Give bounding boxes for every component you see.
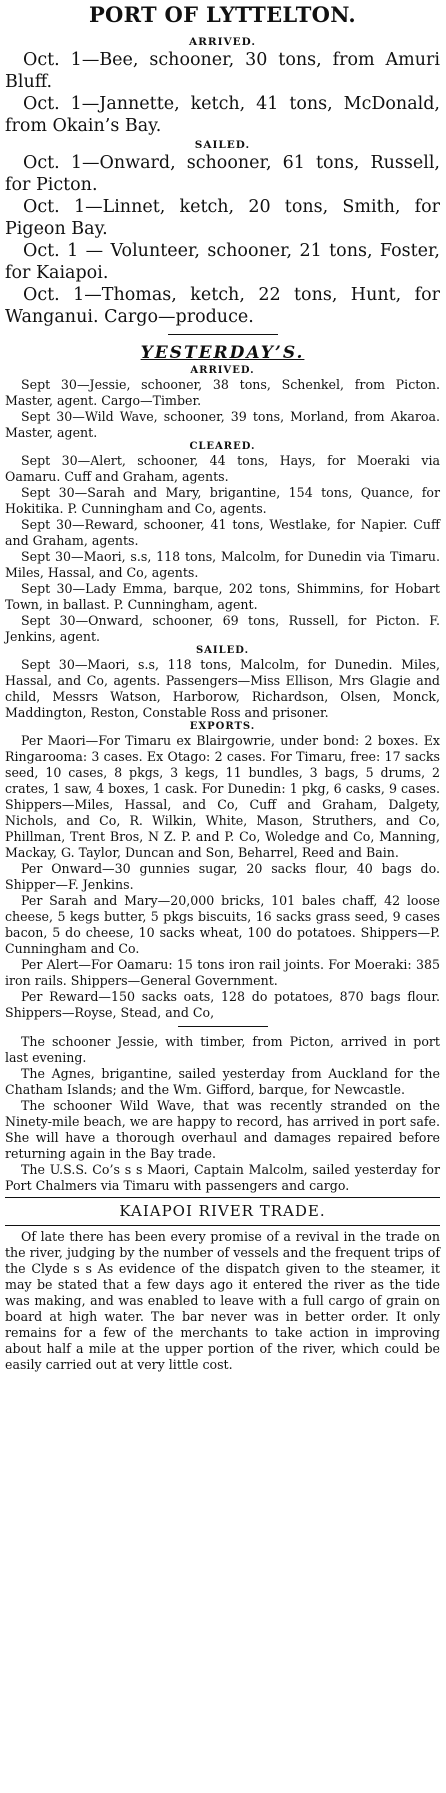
shipping-entry: Sept 30—Wild Wave, schooner, 39 tons, Morland, from Akaroa. Master, agent.	[5, 409, 440, 440]
page-title: PORT OF LYTTELTON.	[88, 2, 357, 27]
shipping-entry: Sept 30—Lady Emma, barque, 202 tons, Shimmins, for Hobart Town, in ballast. P. Cunningham, agent.	[5, 581, 440, 612]
export-entry: Per Alert—For Oamaru: 15 tons iron rail joints. For Moeraki: 385 iron rails. Shippers—General Government.	[5, 957, 440, 988]
yesterday-cleared-heading: CLEARED.	[189, 441, 256, 452]
shipping-entry: Sept 30—Jessie, schooner, 38 tons, Schenkel, from Picton. Master, agent. Cargo—Timber.	[5, 377, 440, 408]
yesterday-arrived-heading: ARRIVED.	[190, 365, 255, 376]
sailed-heading: SAILED.	[194, 139, 251, 151]
shipping-entry: Sept 30—Sarah and Mary, brigantine, 154 tons, Quance, for Hokitika. P. Cunningham and Co, agents.	[5, 485, 440, 516]
article-paragraph: Of late there has been every promise of a revival in the trade on the river, judging by the number of vessels and the frequent trips of the Clyde s s As evidence of the dispatch given to the steamer, it may be stated that a few days ago it entered the river as the tide was making, and was enabled to leave with a full cargo of grain on board at high water. The bar never was in better order. It only remains for a few of the merchants to take action in improving about half a mile at the upper portion of the river, which could be easily carried out at very little cost.	[5, 1229, 440, 1372]
news-paragraph: The U.S.S. Co’s s s Maori, Captain Malcolm, sailed yesterday for Port Chalmers via Timaru with passengers and cargo.	[5, 1162, 440, 1193]
news-paragraph: The schooner Wild Wave, that was recently stranded on the Ninety-mile beach, we are happy to record, has arrived in port safe. She will have a thorough overhaul and damages repaired before returning again in the Bay trade.	[5, 1098, 440, 1161]
yesterday-sailed-heading: SAILED.	[195, 645, 250, 656]
export-entry: Per Maori—For Timaru ex Blairgowrie, under bond: 2 boxes. Ex Ringarooma: 3 cases. Ex Otago: 2 cases. For Timaru, free: 17 sacks seed, 10 cases, 8 pkgs, 3 kegs, 11 bundles, 3 bags, 5 drums, 2 crates, 1 saw, 4 boxes, 1 cask. For Dunedin: 1 pkg, 6 casks, 9 cases. Shippers—Miles, Hassal, and Co, Cuff and Graham, Dalgety, Nichols, and Co, R. Wilkin, White, Mason, Struthers, and Co, Phillman, Trent Bros, N Z. P. and P. Co, Woledge and Co, Manning, Mackay, G. Taylor, Duncan and Son, Beharrel, Reed and Bain.	[5, 733, 440, 860]
news-paragraph: The schooner Jessie, with timber, from Picton, arrived in port last evening.	[5, 1034, 440, 1065]
shipping-entry: Oct. 1—Linnet, ketch, 20 tons, Smith, for Pigeon Bay.	[5, 197, 440, 239]
divider	[5, 1197, 440, 1198]
divider	[168, 334, 278, 335]
arrived-heading: ARRIVED.	[188, 36, 257, 48]
today-sailed-list	[5, 152, 440, 328]
export-entry: Per Onward—30 gunnies sugar, 20 sacks flour, 40 bags do. Shipper—F. Jenkins.	[5, 861, 440, 892]
kaiapoi-heading: KAIAPOI RIVER TRADE.	[119, 1202, 326, 1220]
yesterday-cleared-list	[5, 453, 440, 645]
divider	[5, 1225, 440, 1226]
news-paragraph: The Agnes, brigantine, sailed yesterday from Auckland for the Chatham Islands; and the Wm. Gifford, barque, for Newcastle.	[5, 1066, 440, 1097]
kaiapoi-article	[5, 1229, 440, 1373]
shipping-entry: Oct. 1—Onward, schooner, 61 tons, Russell, for Picton.	[5, 153, 440, 195]
today-arrived-list	[5, 49, 440, 137]
exports-list	[5, 733, 440, 1021]
shipping-entry: Sept 30—Maori, s.s, 118 tons, Malcolm, for Dunedin. Miles, Hassal, and Co, agents. Passengers—Miss Ellison, Mrs Glagie and child, Messrs Watson, Harborow, Richardson, Olsen, Monck, Maddington, Reston, Constable Ross and prisoner.	[5, 657, 440, 720]
shipping-entry: Oct. 1—Bee, schooner, 30 tons, from Amuri Bluff.	[5, 50, 440, 92]
shipping-entry: Sept 30—Maori, s.s, 118 tons, Malcolm, for Dunedin via Timaru. Miles, Hassal, and Co, agents.	[5, 549, 440, 580]
yesterday-sailed-list	[5, 657, 440, 721]
divider	[178, 1026, 268, 1027]
export-entry: Per Sarah and Mary—20,000 bricks, 101 bales chaff, 42 loose cheese, 5 kegs butter, 5 pkgs biscuits, 16 sacks grass seed, 9 cases bacon, 5 do cheese, 10 sacks wheat, 100 do potatoes. Shippers—P. Cunningham and Co.	[5, 893, 440, 956]
shipping-entry: Oct. 1—Thomas, ketch, 22 tons, Hunt, for Wanganui. Cargo—produce.	[5, 285, 440, 327]
shipping-entry: Sept 30—Alert, schooner, 44 tons, Hays, for Moeraki via Oamaru. Cuff and Graham, agents.	[5, 453, 440, 484]
shipping-entry: Oct. 1 — Volunteer, schooner, 21 tons, Foster, for Kaiapoi.	[5, 241, 440, 283]
yesterday-arrived-list	[5, 377, 440, 441]
export-entry: Per Reward—150 sacks oats, 128 do potatoes, 870 bags flour. Shippers—Royse, Stead, and Co,	[5, 989, 440, 1020]
shipping-news	[5, 1034, 440, 1194]
yesterdays-heading: YESTERDAY’S.	[140, 343, 305, 363]
shipping-entry: Sept 30—Reward, schooner, 41 tons, Westlake, for Napier. Cuff and Graham, agents.	[5, 517, 440, 548]
shipping-entry: Sept 30—Onward, schooner, 69 tons, Russell, for Picton. F. Jenkins, agent.	[5, 613, 440, 644]
exports-heading: EXPORTS.	[189, 721, 256, 732]
shipping-entry: Oct. 1—Jannette, ketch, 41 tons, McDonald, from Okain’s Bay.	[5, 94, 440, 136]
